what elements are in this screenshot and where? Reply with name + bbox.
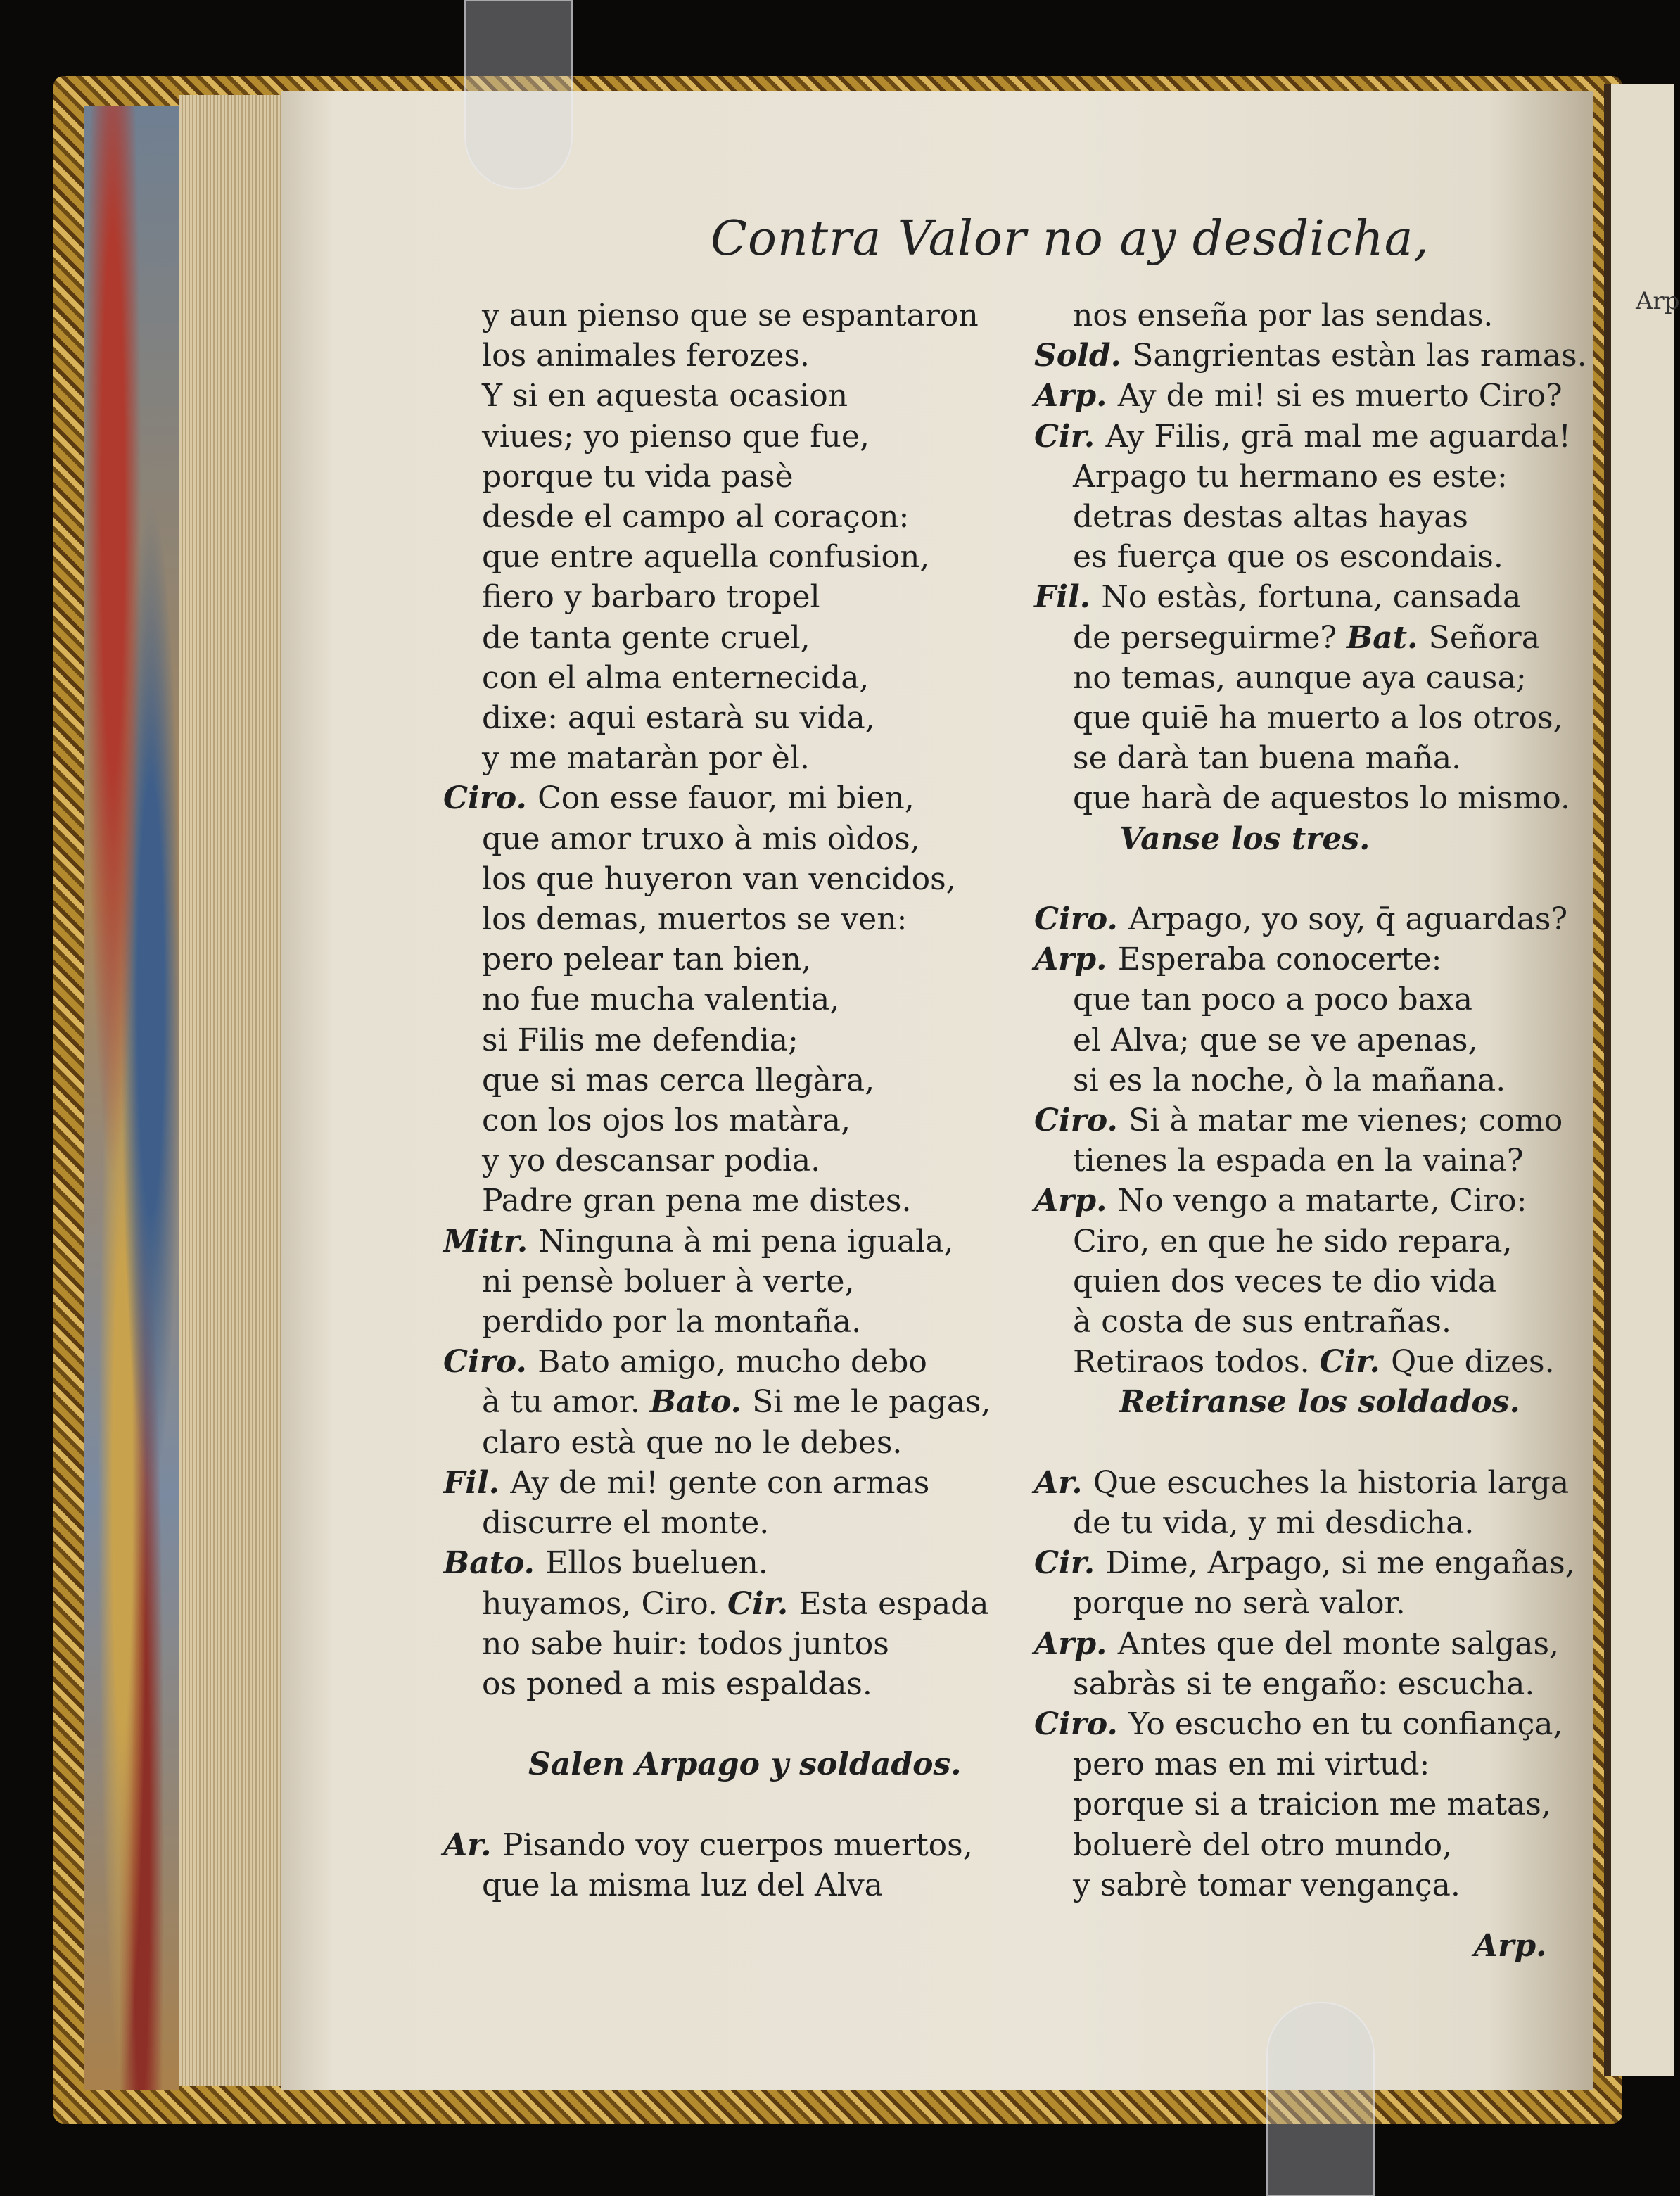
verse-line xyxy=(443,899,1006,939)
verse-line xyxy=(443,859,1006,899)
blank-line xyxy=(443,1704,1006,1744)
verse-text: à tu amor. xyxy=(482,1384,650,1421)
blank-line xyxy=(1034,1423,1583,1463)
verse-line xyxy=(1034,1543,1583,1583)
verse-line xyxy=(1034,1825,1583,1865)
verse-line xyxy=(443,1020,1006,1060)
speaker-label: Cir. xyxy=(1034,1545,1106,1582)
catchword: Arp. xyxy=(1474,1928,1547,1964)
stage-direction-text: Salen Arpago y soldados. xyxy=(528,1746,962,1783)
verse-text: de tu vida, y mi desdicha. xyxy=(1073,1505,1475,1542)
verse-text: Ay de mi! gente con armas xyxy=(510,1464,930,1501)
verse-text: Con esse fauor, mi bien, xyxy=(537,780,915,817)
verse-line xyxy=(1034,497,1583,537)
verse-text: si Filis me defendia; xyxy=(482,1022,798,1058)
speaker-label: Fil. xyxy=(1034,579,1102,616)
verse-line xyxy=(443,1262,1006,1302)
verse-text: de perseguirme? xyxy=(1073,619,1347,656)
verse-text: es fuerça que os escondais. xyxy=(1073,539,1503,576)
verse-line xyxy=(1034,1141,1583,1181)
verse-text: desde el campo al coraçon: xyxy=(482,499,910,535)
verse-line xyxy=(443,1423,1006,1463)
verse-text: que la misma luz del Alva xyxy=(482,1867,883,1903)
speaker-label: Arp. xyxy=(1034,1625,1118,1662)
verse-line xyxy=(443,1181,1006,1221)
verse-text-continued: Esta espada xyxy=(798,1585,989,1622)
verse-line xyxy=(443,939,1006,979)
verse-text: los demas, muertos se ven: xyxy=(482,901,908,938)
speaker-label: Ar. xyxy=(443,1827,502,1863)
verse-line xyxy=(443,778,1006,818)
verse-text: se darà tan buena maña. xyxy=(1073,740,1462,777)
verse-text: el Alva; que se ve apenas, xyxy=(1073,1022,1478,1058)
verse-line xyxy=(1034,336,1587,376)
verse-text: Dime, Arpago, si me engañas, xyxy=(1105,1545,1575,1582)
verse-line xyxy=(1034,1624,1583,1664)
verse-text: Pisando voy cuerpos muertos, xyxy=(502,1827,973,1863)
verse-text: sabràs si te engaño: escucha. xyxy=(1073,1665,1535,1702)
verse-text: Ciro, en que he sido repara, xyxy=(1073,1223,1513,1259)
verse-text: Ay de mi! si es muerto Ciro? xyxy=(1117,378,1563,414)
right-text-column xyxy=(1034,296,1587,1905)
verse-line xyxy=(443,738,1006,778)
speaker-label: Ciro. xyxy=(1034,901,1129,938)
verse-text: no temas, aunque aya causa; xyxy=(1073,659,1527,696)
left-text-column xyxy=(443,296,1006,1905)
verse-text: si es la noche, ò la mañana. xyxy=(1073,1062,1506,1098)
blank-line xyxy=(1034,859,1583,899)
verse-line xyxy=(1034,1583,1583,1623)
verse-text: los que huyeron van vencidos, xyxy=(482,861,956,897)
verse-text: que amor truxo à mis oìdos, xyxy=(482,820,920,857)
inline-speaker-label: Bat. xyxy=(1347,619,1429,656)
verse-line xyxy=(1034,1664,1583,1704)
verse-text: que entre aquella confusion, xyxy=(482,539,930,576)
verse-text: Padre gran pena me distes. xyxy=(482,1183,912,1219)
verse-line xyxy=(443,1382,1006,1422)
verse-line xyxy=(1034,417,1583,457)
verse-line xyxy=(1034,1262,1583,1302)
verse-text: quien dos veces te dio vida xyxy=(1073,1263,1497,1300)
inline-speaker-label: Bato. xyxy=(649,1384,753,1421)
verse-text: à costa de sus entrañas. xyxy=(1073,1304,1451,1340)
verse-text: fiero y barbaro tropel xyxy=(482,579,820,616)
verse-text-continued: Señora xyxy=(1428,619,1540,656)
verse-text-continued: Si me le pagas, xyxy=(752,1384,991,1421)
verse-text: perdido por la montaña. xyxy=(482,1304,862,1340)
verse-line xyxy=(443,979,1006,1020)
verse-line xyxy=(1034,899,1583,939)
page-clip-bottom xyxy=(1266,2002,1375,2196)
verse-line xyxy=(1034,296,1583,336)
verse-line xyxy=(1034,1060,1583,1100)
speaker-label: Ciro. xyxy=(1034,1706,1129,1743)
stage-direction-text: Retiranse los soldados. xyxy=(1119,1384,1520,1421)
inline-speaker-label: Cir. xyxy=(727,1585,799,1622)
verse-line xyxy=(443,658,1006,698)
verse-line xyxy=(1034,1020,1583,1060)
verse-text: pero mas en mi virtud: xyxy=(1073,1746,1430,1783)
verse-line xyxy=(443,1342,1006,1382)
verse-text: porque no serà valor. xyxy=(1073,1585,1406,1622)
verse-text: No estàs, fortuna, cansada xyxy=(1101,579,1522,616)
verse-line xyxy=(443,376,1006,416)
verse-line xyxy=(443,698,1006,738)
verse-line xyxy=(443,336,1006,376)
verse-text: los animales ferozes. xyxy=(482,338,810,374)
stage-direction xyxy=(443,1744,1006,1784)
stage-direction-text: Vanse los tres. xyxy=(1119,820,1370,857)
verse-text: os poned a mis espaldas. xyxy=(482,1665,872,1702)
verse-text: huyamos, Ciro. xyxy=(482,1585,727,1622)
verse-line xyxy=(1034,1181,1583,1221)
speaker-label: Ciro. xyxy=(443,1344,538,1381)
verse-line xyxy=(443,1221,1006,1262)
speaker-label: Cir. xyxy=(1034,418,1106,455)
verse-text: y aun pienso que se espantaron xyxy=(482,298,979,334)
verse-line xyxy=(443,497,1006,537)
verse-line xyxy=(443,1302,1006,1342)
verse-text: y me mataràn por èl. xyxy=(482,740,810,777)
verse-text: discurre el monte. xyxy=(482,1505,770,1542)
verse-text: porque si a traicion me matas, xyxy=(1073,1786,1551,1823)
verse-text: Si à matar me vienes; como xyxy=(1128,1103,1563,1139)
verse-text: No vengo a matarte, Ciro: xyxy=(1117,1183,1527,1219)
speaker-label: Mitr. xyxy=(443,1223,539,1259)
verse-text: dixe: aqui estarà su vida, xyxy=(482,700,875,737)
verse-line xyxy=(443,577,1006,617)
facing-page-edge xyxy=(1604,84,1674,2076)
verse-text: que harà de aquestos lo mismo. xyxy=(1073,780,1570,817)
speaker-label: Arp. xyxy=(1034,1183,1118,1219)
verse-text: con los ojos los matàra, xyxy=(482,1103,851,1139)
verse-text: pero pelear tan bien, xyxy=(482,941,812,978)
blank-line xyxy=(443,1785,1006,1825)
speaker-label: Arp. xyxy=(1034,378,1118,414)
verse-text: Esperaba conocerte: xyxy=(1117,941,1442,978)
verse-text: porque tu vida pasè xyxy=(482,458,794,495)
verse-line xyxy=(1034,1221,1583,1262)
verse-text: con el alma enternecida, xyxy=(482,659,870,696)
verse-text: Arpago, yo soy, q̄ aguardas? xyxy=(1128,901,1568,938)
verse-line xyxy=(443,417,1006,457)
verse-line xyxy=(1034,1784,1583,1824)
verse-line xyxy=(443,1100,1006,1141)
verse-line xyxy=(1034,698,1583,738)
verse-line xyxy=(1034,618,1583,658)
inline-speaker-label: Cir. xyxy=(1319,1344,1392,1381)
verse-line xyxy=(443,1543,1006,1583)
verse-text: viues; yo pienso que fue, xyxy=(482,418,870,455)
verse-text: no fue mucha valentia, xyxy=(482,982,840,1018)
verse-line xyxy=(1034,577,1583,617)
verse-line xyxy=(1034,1302,1583,1342)
verse-line xyxy=(1034,376,1583,416)
page-clip-top xyxy=(464,0,573,189)
verse-text: Ay Filis, grā mal me aguarda! xyxy=(1105,418,1571,455)
verse-text: Sangrientas estàn las ramas. xyxy=(1132,338,1587,374)
verse-line xyxy=(1034,1342,1583,1382)
verse-text: Y si en aquesta ocasion xyxy=(482,378,848,414)
verse-text: Antes que del monte salgas, xyxy=(1117,1625,1560,1662)
verse-text: Que escuches la historia larga xyxy=(1093,1464,1570,1501)
verse-line xyxy=(1034,1463,1583,1503)
marbled-endpaper xyxy=(84,106,179,2090)
verse-text: que tan poco a poco baxa xyxy=(1073,982,1472,1018)
verse-line xyxy=(1034,658,1583,698)
verse-text: no sabe huir: todos juntos xyxy=(482,1625,889,1662)
verse-line xyxy=(1034,1503,1583,1543)
verse-text: Yo escucho en tu confiança, xyxy=(1128,1706,1563,1743)
verse-line xyxy=(1034,778,1583,818)
verse-line xyxy=(443,618,1006,658)
speaker-label: Arp. xyxy=(1034,941,1118,978)
verse-line xyxy=(443,1664,1006,1704)
verse-text: y yo descansar podia. xyxy=(482,1143,821,1179)
verse-line xyxy=(443,537,1006,577)
verse-line xyxy=(1034,537,1583,577)
verse-line xyxy=(443,1060,1006,1100)
verse-text: detras destas altas hayas xyxy=(1073,499,1469,535)
verse-text: claro està que no le debes. xyxy=(482,1424,903,1461)
stage-direction xyxy=(1034,819,1583,859)
verse-text: de tanta gente cruel, xyxy=(482,619,810,656)
verse-line xyxy=(1034,939,1583,979)
verse-text: Bato amigo, mucho debo xyxy=(537,1344,927,1381)
speaker-label: Ar. xyxy=(1034,1464,1093,1501)
verse-line xyxy=(443,1865,1006,1905)
verse-text: tienes la espada en la vaina? xyxy=(1073,1143,1524,1179)
verse-line xyxy=(443,1463,1006,1503)
verse-line xyxy=(1034,738,1583,778)
verse-line xyxy=(443,296,1006,336)
verse-text: nos enseña por las sendas. xyxy=(1073,298,1494,334)
verse-line xyxy=(443,1825,1006,1865)
verse-line xyxy=(443,819,1006,859)
running-header: Contra Valor no ay desdicha, xyxy=(711,211,1430,267)
verse-text: Ellos bueluen. xyxy=(545,1545,768,1582)
verse-text: que quiē ha muerto a los otros, xyxy=(1073,700,1563,737)
verse-text: y sabrè tomar vengança. xyxy=(1073,1867,1461,1903)
verse-text: ni pensè boluer à verte, xyxy=(482,1263,855,1300)
verse-text: Ninguna à mi pena iguala, xyxy=(538,1223,954,1259)
verse-line xyxy=(443,1141,1006,1181)
verse-line xyxy=(1034,1704,1583,1744)
speaker-label: Ciro. xyxy=(443,780,538,817)
verse-line xyxy=(1034,1865,1583,1905)
verse-text: Arpago tu hermano es este: xyxy=(1073,458,1508,495)
verse-line xyxy=(1034,1100,1583,1141)
speaker-label: Bato. xyxy=(443,1545,546,1582)
verse-text: boluerè del otro mundo, xyxy=(1073,1827,1453,1863)
speaker-label: Fil. xyxy=(443,1464,511,1501)
page-edges xyxy=(179,95,285,2086)
verse-line xyxy=(1034,457,1583,497)
verse-line xyxy=(1034,979,1583,1020)
verse-text: Retiraos todos. xyxy=(1073,1344,1320,1381)
verse-line xyxy=(443,457,1006,497)
verse-line xyxy=(443,1624,1006,1664)
speaker-label: Ciro. xyxy=(1034,1103,1129,1139)
stage-direction xyxy=(1034,1382,1583,1422)
verse-line xyxy=(443,1503,1006,1543)
verse-line xyxy=(443,1584,1006,1624)
verse-line xyxy=(1034,1744,1583,1784)
speaker-label: Sold. xyxy=(1034,338,1133,374)
verse-text: que si mas cerca llegàra, xyxy=(482,1062,875,1098)
facing-page-mark: Arp xyxy=(1636,287,1680,315)
verse-text-continued: Que dizes. xyxy=(1391,1344,1555,1381)
